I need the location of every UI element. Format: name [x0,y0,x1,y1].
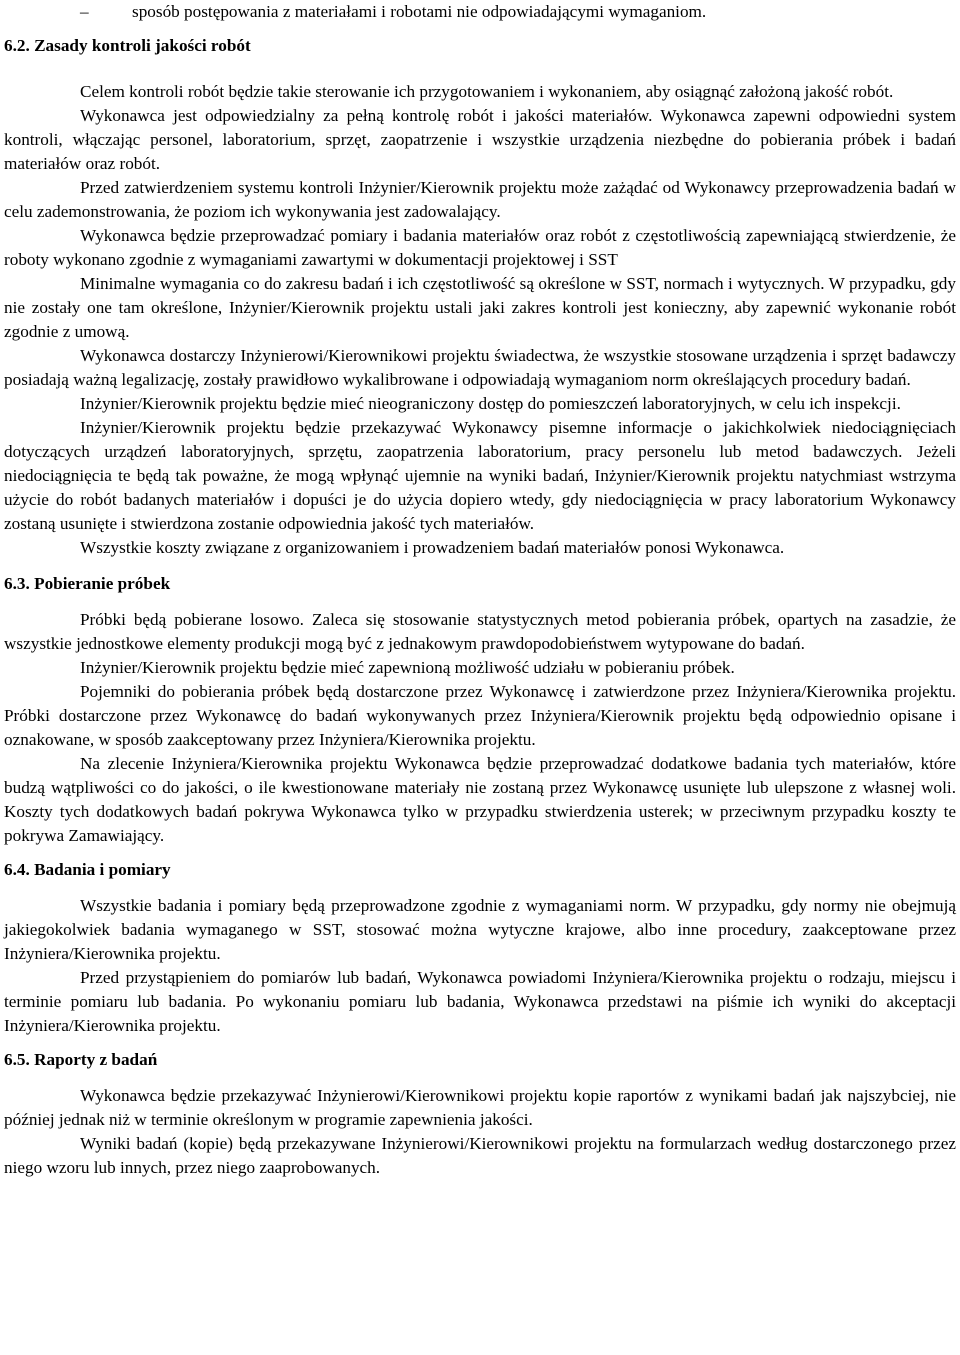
paragraph: Wykonawca będzie przeprowadzać pomiary i badania materiałów oraz robót z częstotliwością zapewniającą stwierdzenie, że roboty wykonano zgodnie z wymaganiami zawartymi w dokumentacji projektowej i SST [4,226,956,269]
list-dash: – [80,2,89,21]
paragraph: Wyniki badań (kopie) będą przekazywane Inżynierowi/Kierownikowi projektu na formularzach według dostarczonego przez niego wzoru lub innych, przez niego zaaprobowanych. [4,1134,956,1177]
section-heading-6-5: 6.5. Raporty z badań [4,1050,158,1069]
paragraph: Minimalne wymagania co do zakresu badań i ich częstotliwość są określone w SST, normach i wytycznych. W przypadku, gdy nie zostały one tam określone, Inżynier/Kierownik projektu ustali jaki zakres kontroli jest konieczny, aby zapewnić wykonanie robót zgodnie z umową. [4,274,956,341]
paragraph: Pojemniki do pobierania próbek będą dostarczone przez Wykonawcę i zatwierdzone przez Inżyniera/Kierownika projektu. Próbki dostarczone przez Wykonawcę do badań wykonywanych przez Inżyniera/Kierownik projektu będą odpowiednio opisane i oznakowane, w sposób zaakceptowany przez Inżyniera/Kierownika projektu. [4,682,956,749]
paragraph: Wykonawca jest odpowiedzialny za pełną kontrolę robót i jakości materiałów. Wykonawca zapewni odpowiedni system kontroli, włączając personel, laboratorium, sprzęt, zaopatrzenie i wszystkie urządzenia niezbędne do pobierania próbek i badań materiałów oraz robót. [4,106,956,173]
section-heading-6-2: 6.2. Zasady kontroli jakości robót [4,36,251,55]
paragraph: Inżynier/Kierownik projektu będzie mieć zapewnioną możliwość udziału w pobieraniu próbek. [80,658,735,677]
list-item-text: sposób postępowania z materiałami i robotami nie odpowiadającymi wymaganiom. [132,2,707,21]
section-heading-6-4: 6.4. Badania i pomiary [4,860,171,879]
paragraph: Wszystkie badania i pomiary będą przeprowadzone zgodnie z wymaganiami norm. W przypadku, gdy normy nie obejmują jakiegokolwiek badania wymaganego w SST, stosować można wytyczne krajowe, albo inne procedury, zaakceptowane przez Inżyniera/Kierownika projektu. [4,896,956,963]
paragraph: Przed przystąpieniem do pomiarów lub badań, Wykonawca powiadomi Inżyniera/Kierownika projektu o rodzaju, miejscu i terminie pomiaru lub badania. Po wykonaniu pomiaru lub badania, Wykonawca przedstawi na piśmie ich wyniki do akceptacji Inżyniera/Kierownika projektu. [4,968,956,1035]
paragraph: Przed zatwierdzeniem systemu kontroli Inżynier/Kierownik projektu może zażądać od Wykonawcy przeprowadzenia badań w celu zademonstrowania, że poziom ich wykonywania jest zadowalający. [4,178,956,221]
paragraph: Wszystkie koszty związane z organizowaniem i prowadzeniem badań materiałów ponosi Wykonawca. [80,538,785,557]
list-item [4,0,956,24]
paragraph: Inżynier/Kierownik projektu będzie mieć nieograniczony dostęp do pomieszczeń laboratoryjnych, w celu ich inspekcji. [80,394,901,413]
paragraph: Inżynier/Kierownik projektu będzie przekazywać Wykonawcy pisemne informacje o jakichkolwiek niedociągnięciach dotyczących urządzeń laboratoryjnych, sprzętu, zaopatrzenia laboratorium, pracy personelu lub metod badawczych. Jeżeli niedociągnięcia te będą tak poważne, że mogą wpłynąć ujemnie na wyniki badań, Inżynier/Kierownik projektu natychmiast wstrzyma użycie do robót badanych materiałów i dopuści je do użycia dopiero wtedy, gdy niedociągnięcia w pracy laboratorium Wykonawcy zostaną usunięte i stwierdzona zostanie odpowiednia jakość tych materiałów. [4,418,956,533]
paragraph: Celem kontroli robót będzie takie sterowanie ich przygotowaniem i wykonaniem, aby osiągnąć założoną jakość robót. [80,82,894,101]
paragraph: Wykonawca będzie przekazywać Inżynierowi/Kierownikowi projektu kopie raportów z wynikami badań jak najszybciej, nie później jednak niż w terminie określonym w programie zapewnienia jakości. [4,1086,956,1129]
paragraph: Wykonawca dostarczy Inżynierowi/Kierownikowi projektu świadectwa, że wszystkie stosowane urządzenia i sprzęt badawczy posiadają ważną legalizację, zostały prawidłowo wykalibrowane i odpowiadają wymaganiom norm określających procedury badań. [4,346,956,389]
paragraph: Próbki będą pobierane losowo. Zaleca się stosowanie statystycznych metod pobierania próbek, opartych na zasadzie, że wszystkie jednostkowe elementy produkcji mogą być z jednakowym prawdopodobieństwem wytypowane do badań. [4,610,956,653]
paragraph: Na zlecenie Inżyniera/Kierownika projektu Wykonawca będzie przeprowadzać dodatkowe badania tych materiałów, które budzą wątpliwości co do jakości, o ile kwestionowane materiały nie zostaną przez Wykonawcę usunięte lub ulepszone z własnej woli. Koszty tych dodatkowych badań pokrywa Wykonawca tylko w przypadku stwierdzenia usterek; w przeciwnym przypadku koszty te pokrywa Zamawiający. [4,754,956,845]
section-heading-6-3: 6.3. Pobieranie próbek [4,574,171,593]
